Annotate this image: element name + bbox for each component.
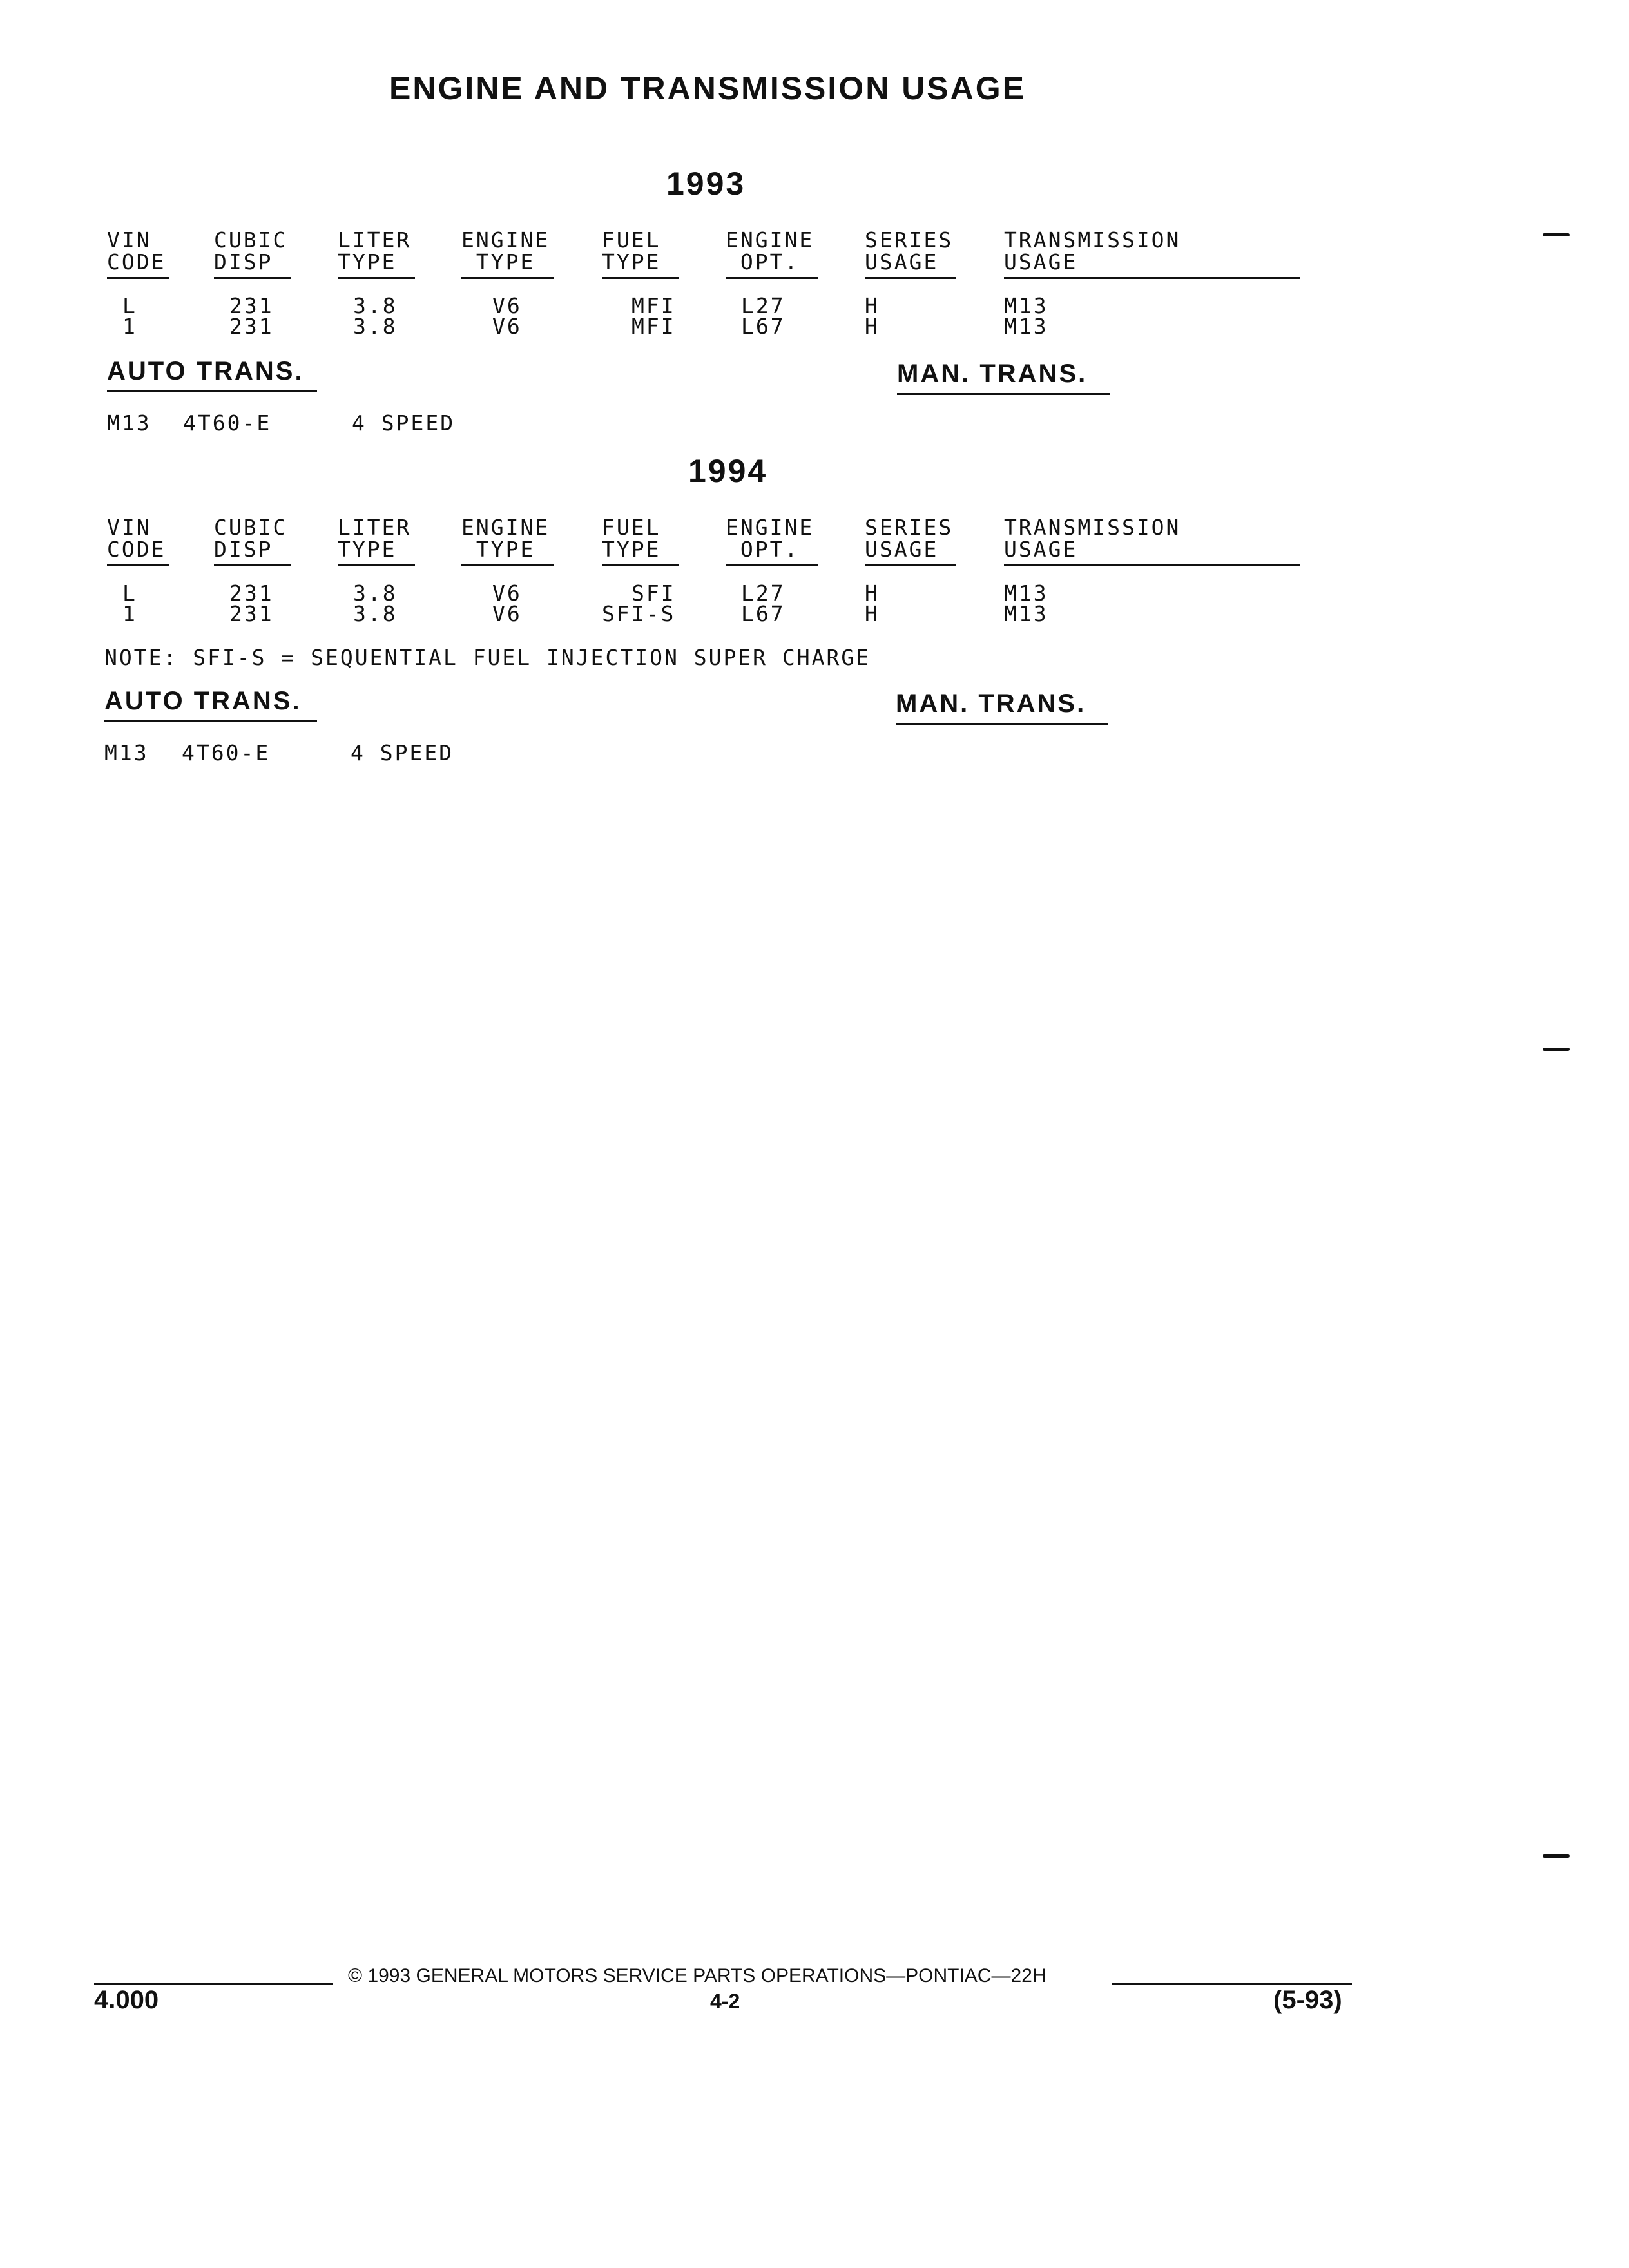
header-vin-code: VIN CODE xyxy=(107,227,166,274)
header-rule xyxy=(214,564,291,566)
header-rule xyxy=(461,277,554,279)
header-rule xyxy=(461,564,554,566)
man-trans-label: MAN. TRANS. xyxy=(897,360,1088,388)
auto-trans-rule xyxy=(104,720,317,722)
header-engine-opt: ENGINE OPT. xyxy=(726,227,815,274)
footer-date-code: (5-93) xyxy=(1273,1986,1342,2014)
header-rule xyxy=(726,277,818,279)
header-cubic-disp: CUBIC DISP xyxy=(214,227,288,274)
header-rule xyxy=(1004,564,1300,566)
header-rule xyxy=(865,277,956,279)
page-title: ENGINE AND TRANSMISSION USAGE xyxy=(389,70,1027,106)
man-trans-rule xyxy=(896,723,1108,725)
year-heading-1993: 1993 xyxy=(666,166,746,202)
footer-page-number: 4-2 xyxy=(710,1990,740,2013)
header-rule xyxy=(338,277,415,279)
auto-trans-label: AUTO TRANS. xyxy=(104,687,302,715)
margin-tick xyxy=(1543,1048,1570,1051)
footer-section-number: 4.000 xyxy=(94,1986,159,2014)
header-liter-type: LITER TYPE xyxy=(338,515,412,562)
auto-trans-label: AUTO TRANS. xyxy=(107,357,304,385)
year-heading-1994: 1994 xyxy=(688,453,768,489)
footer-rule-right xyxy=(1112,1983,1352,1985)
header-series-usage: SERIES USAGE xyxy=(865,227,954,274)
header-series-usage: SERIES USAGE xyxy=(865,515,954,562)
man-trans-rule xyxy=(897,393,1110,395)
header-rule xyxy=(602,277,679,279)
man-trans-label: MAN. TRANS. xyxy=(896,689,1086,718)
header-fuel-type: FUEL TYPE xyxy=(602,227,661,274)
margin-tick xyxy=(1543,233,1570,236)
note-text: NOTE: SFI-S = SEQUENTIAL FUEL INJECTION SUPER CHARGE xyxy=(104,645,871,670)
header-transmission-usage: TRANSMISSION USAGE xyxy=(1004,227,1181,274)
footer-rule-left xyxy=(94,1983,333,1985)
header-engine-type: ENGINE TYPE xyxy=(461,227,550,274)
footer-copyright: © 1993 GENERAL MOTORS SERVICE PARTS OPERATIONS—PONTIAC—22H xyxy=(348,1965,1046,1986)
header-rule xyxy=(214,277,291,279)
document-page: ENGINE AND TRANSMISSION USAGE 1993 VIN CODE CUBIC DISP LITER TYPE ENGINE TYPE FUEL TYPE ENGINE OPT. SERIES USAGE TRANSMISSION USAGE L 231 3.8 V6 MFI L27 H M13 1 231 3.8 V6 MFI L67 H M13 AUTO TRANS. MAN. TRANS. M13 4T60-E 4 SPEED 1994 VIN CODE CUBIC DISP LITER TYPE ENGINE TYPE FUEL TYPE ENGINE OPT. SERIES USAGE TRANSMISSION USAGE L 231 3.8 V6 SFI L27 H M13 1 231 3.8 V6 SFI-S L67 H M13 NOTE: SFI-S = SEQUENTIAL FUEL INJECTION SUPER CHARGE AUTO TRANS. MAN. TRANS. M13 4T60-E 4 SPEED © 1993 GENERAL MOTORS SERVICE PARTS OPERATIONS—PONTIAC—22H 4.000 4-2 (5-93) xyxy=(0,0,1629,2268)
header-cubic-disp: CUBIC DISP xyxy=(214,515,288,562)
header-engine-type: ENGINE TYPE xyxy=(461,515,550,562)
header-rule xyxy=(865,564,956,566)
header-rule xyxy=(1004,277,1300,279)
header-vin-code: VIN CODE xyxy=(107,515,166,562)
header-fuel-type: FUEL TYPE xyxy=(602,515,661,562)
auto-trans-rule xyxy=(107,390,317,392)
header-liter-type: LITER TYPE xyxy=(338,227,412,274)
header-engine-opt: ENGINE OPT. xyxy=(726,515,815,562)
header-transmission-usage: TRANSMISSION USAGE xyxy=(1004,515,1181,562)
margin-tick xyxy=(1543,1854,1570,1858)
header-rule xyxy=(107,564,169,566)
header-rule xyxy=(726,564,818,566)
header-rule xyxy=(338,564,415,566)
header-rule xyxy=(107,277,169,279)
header-rule xyxy=(602,564,679,566)
